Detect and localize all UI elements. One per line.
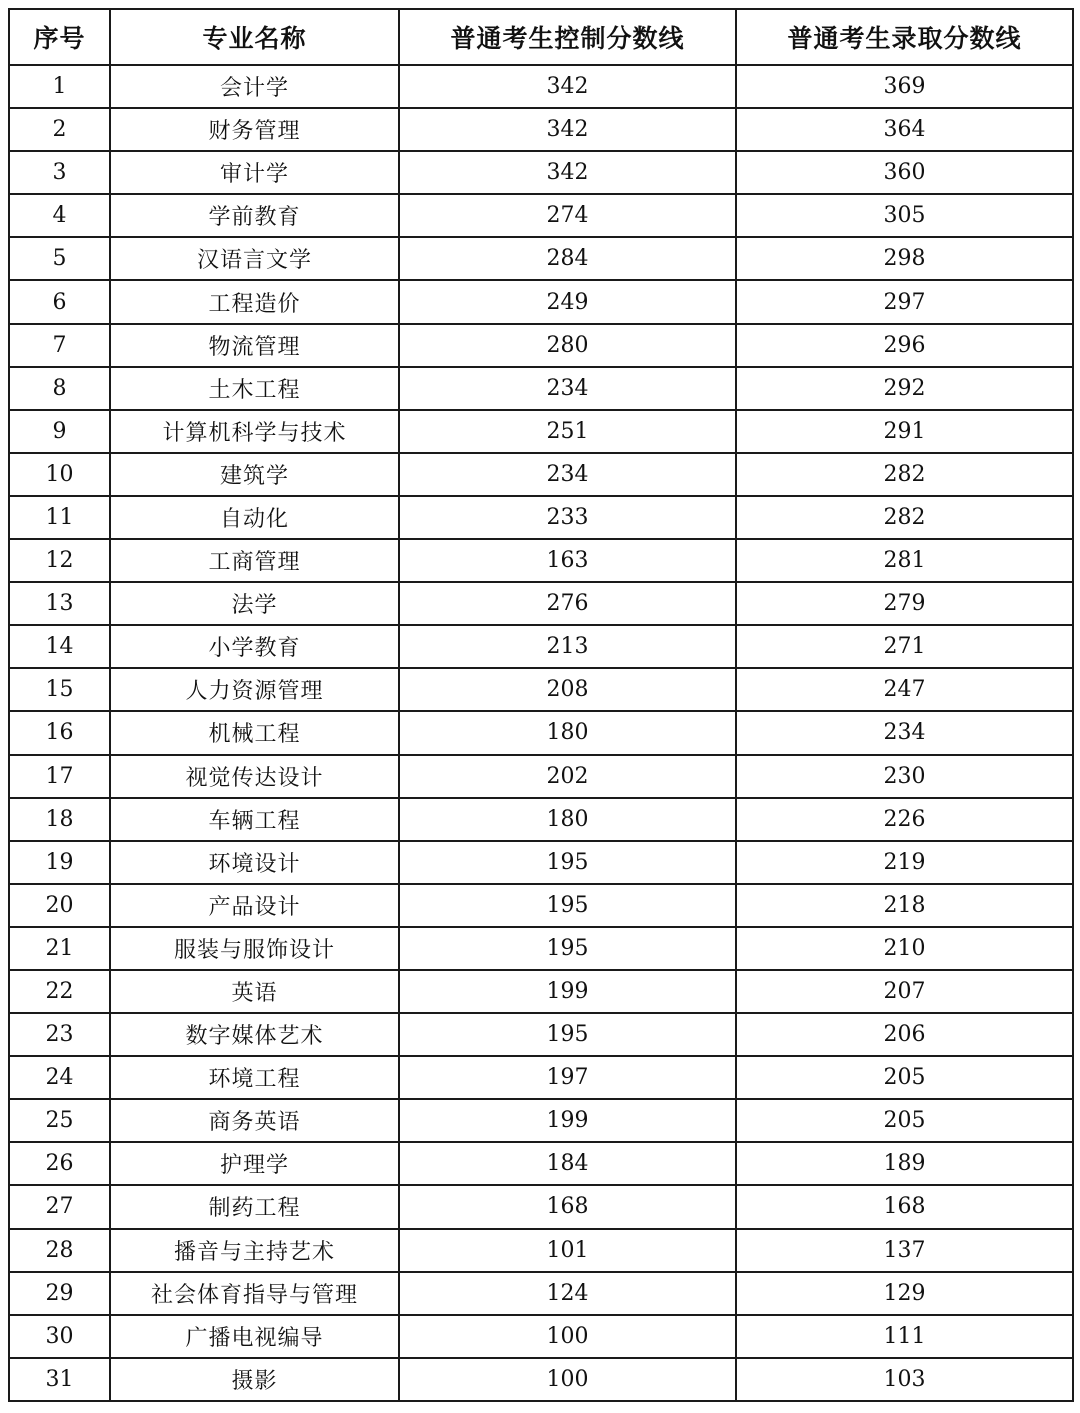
admission-score: 207 [736, 970, 1073, 1013]
row-index: 7 [9, 324, 110, 367]
control-score: 249 [399, 280, 736, 323]
control-score: 251 [399, 410, 736, 453]
admission-score: 226 [736, 798, 1073, 841]
header-index: 序号 [9, 9, 110, 65]
row-index: 8 [9, 367, 110, 410]
control-score: 199 [399, 1099, 736, 1142]
major-name: 机械工程 [110, 711, 399, 754]
table-header [9, 9, 1073, 65]
row-index: 1 [9, 65, 110, 108]
major-name: 环境设计 [110, 841, 399, 884]
control-score: 195 [399, 884, 736, 927]
major-name: 制药工程 [110, 1185, 399, 1228]
major-name: 商务英语 [110, 1099, 399, 1142]
table-row [9, 237, 1073, 280]
admission-score: 364 [736, 108, 1073, 151]
major-name: 物流管理 [110, 324, 399, 367]
row-index: 15 [9, 668, 110, 711]
major-name: 数字媒体艺术 [110, 1013, 399, 1056]
control-score: 342 [399, 65, 736, 108]
table-row [9, 798, 1073, 841]
major-name: 播音与主持艺术 [110, 1229, 399, 1272]
major-name: 社会体育指导与管理 [110, 1272, 399, 1315]
admission-score: 218 [736, 884, 1073, 927]
control-score: 276 [399, 582, 736, 625]
row-index: 12 [9, 539, 110, 582]
major-name: 服装与服饰设计 [110, 927, 399, 970]
control-score: 195 [399, 927, 736, 970]
control-score: 208 [399, 668, 736, 711]
major-name: 小学教育 [110, 625, 399, 668]
control-score: 234 [399, 453, 736, 496]
control-score: 233 [399, 496, 736, 539]
row-index: 13 [9, 582, 110, 625]
major-name: 人力资源管理 [110, 668, 399, 711]
table-row [9, 1099, 1073, 1142]
row-index: 28 [9, 1229, 110, 1272]
major-name: 视觉传达设计 [110, 755, 399, 798]
major-name: 财务管理 [110, 108, 399, 151]
admission-score: 298 [736, 237, 1073, 280]
admission-score: 205 [736, 1056, 1073, 1099]
control-score: 180 [399, 798, 736, 841]
row-index: 22 [9, 970, 110, 1013]
admission-score: 360 [736, 151, 1073, 194]
admission-score: 292 [736, 367, 1073, 410]
major-name: 工商管理 [110, 539, 399, 582]
admission-score: 296 [736, 324, 1073, 367]
control-score: 280 [399, 324, 736, 367]
row-index: 24 [9, 1056, 110, 1099]
admission-score: 129 [736, 1272, 1073, 1315]
major-name: 建筑学 [110, 453, 399, 496]
control-score: 195 [399, 841, 736, 884]
table-row [9, 108, 1073, 151]
control-score: 100 [399, 1358, 736, 1401]
admission-score: 205 [736, 1099, 1073, 1142]
score-table [8, 8, 1074, 1402]
major-name: 自动化 [110, 496, 399, 539]
major-name: 会计学 [110, 65, 399, 108]
row-index: 19 [9, 841, 110, 884]
row-index: 23 [9, 1013, 110, 1056]
admission-score: 168 [736, 1185, 1073, 1228]
major-name: 法学 [110, 582, 399, 625]
table-row [9, 1358, 1073, 1401]
row-index: 3 [9, 151, 110, 194]
control-score: 195 [399, 1013, 736, 1056]
table-row [9, 280, 1073, 323]
table-row [9, 410, 1073, 453]
control-score: 284 [399, 237, 736, 280]
admission-score: 279 [736, 582, 1073, 625]
major-name: 车辆工程 [110, 798, 399, 841]
major-name: 学前教育 [110, 194, 399, 237]
table-row [9, 841, 1073, 884]
control-score: 234 [399, 367, 736, 410]
control-score: 163 [399, 539, 736, 582]
table-row [9, 151, 1073, 194]
table-row [9, 582, 1073, 625]
control-score: 342 [399, 108, 736, 151]
row-index: 29 [9, 1272, 110, 1315]
control-score: 197 [399, 1056, 736, 1099]
row-index: 31 [9, 1358, 110, 1401]
row-index: 21 [9, 927, 110, 970]
table-row [9, 884, 1073, 927]
table-row [9, 1056, 1073, 1099]
admission-score: 234 [736, 711, 1073, 754]
table-row [9, 970, 1073, 1013]
table-row [9, 324, 1073, 367]
table-row [9, 453, 1073, 496]
admission-score: 210 [736, 927, 1073, 970]
admission-score: 111 [736, 1315, 1073, 1358]
table-row [9, 1272, 1073, 1315]
control-score: 168 [399, 1185, 736, 1228]
table-row [9, 755, 1073, 798]
table-row [9, 711, 1073, 754]
control-score: 124 [399, 1272, 736, 1315]
table-row [9, 1142, 1073, 1185]
major-name: 英语 [110, 970, 399, 1013]
table-row [9, 65, 1073, 108]
admission-score: 282 [736, 496, 1073, 539]
table-row [9, 1013, 1073, 1056]
table-row [9, 539, 1073, 582]
major-name: 产品设计 [110, 884, 399, 927]
table-row [9, 1229, 1073, 1272]
table-row [9, 496, 1073, 539]
header-control-score: 普通考生控制分数线 [399, 9, 736, 65]
control-score: 274 [399, 194, 736, 237]
control-score: 342 [399, 151, 736, 194]
row-index: 16 [9, 711, 110, 754]
row-index: 14 [9, 625, 110, 668]
header-row [9, 9, 1073, 65]
row-index: 6 [9, 280, 110, 323]
row-index: 5 [9, 237, 110, 280]
admission-score: 219 [736, 841, 1073, 884]
control-score: 184 [399, 1142, 736, 1185]
major-name: 汉语言文学 [110, 237, 399, 280]
admission-score: 247 [736, 668, 1073, 711]
admission-score: 282 [736, 453, 1073, 496]
control-score: 180 [399, 711, 736, 754]
admission-score: 271 [736, 625, 1073, 668]
major-name: 广播电视编导 [110, 1315, 399, 1358]
major-name: 计算机科学与技术 [110, 410, 399, 453]
admission-score: 281 [736, 539, 1073, 582]
row-index: 20 [9, 884, 110, 927]
control-score: 202 [399, 755, 736, 798]
admission-score: 369 [736, 65, 1073, 108]
admission-score: 305 [736, 194, 1073, 237]
control-score: 100 [399, 1315, 736, 1358]
header-admission-score: 普通考生录取分数线 [736, 9, 1073, 65]
table-row [9, 1315, 1073, 1358]
row-index: 18 [9, 798, 110, 841]
row-index: 9 [9, 410, 110, 453]
table-row [9, 625, 1073, 668]
table-row [9, 927, 1073, 970]
major-name: 工程造价 [110, 280, 399, 323]
major-name: 护理学 [110, 1142, 399, 1185]
major-name: 审计学 [110, 151, 399, 194]
admission-score: 291 [736, 410, 1073, 453]
control-score: 199 [399, 970, 736, 1013]
row-index: 17 [9, 755, 110, 798]
admission-score: 206 [736, 1013, 1073, 1056]
row-index: 2 [9, 108, 110, 151]
control-score: 213 [399, 625, 736, 668]
admission-score: 297 [736, 280, 1073, 323]
admission-score: 230 [736, 755, 1073, 798]
table-row [9, 1185, 1073, 1228]
admission-score: 137 [736, 1229, 1073, 1272]
row-index: 27 [9, 1185, 110, 1228]
table-row [9, 367, 1073, 410]
row-index: 30 [9, 1315, 110, 1358]
row-index: 11 [9, 496, 110, 539]
row-index: 10 [9, 453, 110, 496]
major-name: 环境工程 [110, 1056, 399, 1099]
table-row [9, 194, 1073, 237]
table-body [9, 65, 1073, 1401]
major-name: 摄影 [110, 1358, 399, 1401]
major-name: 土木工程 [110, 367, 399, 410]
header-major-name: 专业名称 [110, 9, 399, 65]
admission-score: 189 [736, 1142, 1073, 1185]
row-index: 4 [9, 194, 110, 237]
row-index: 25 [9, 1099, 110, 1142]
control-score: 101 [399, 1229, 736, 1272]
row-index: 26 [9, 1142, 110, 1185]
admission-score: 103 [736, 1358, 1073, 1401]
table-row [9, 668, 1073, 711]
